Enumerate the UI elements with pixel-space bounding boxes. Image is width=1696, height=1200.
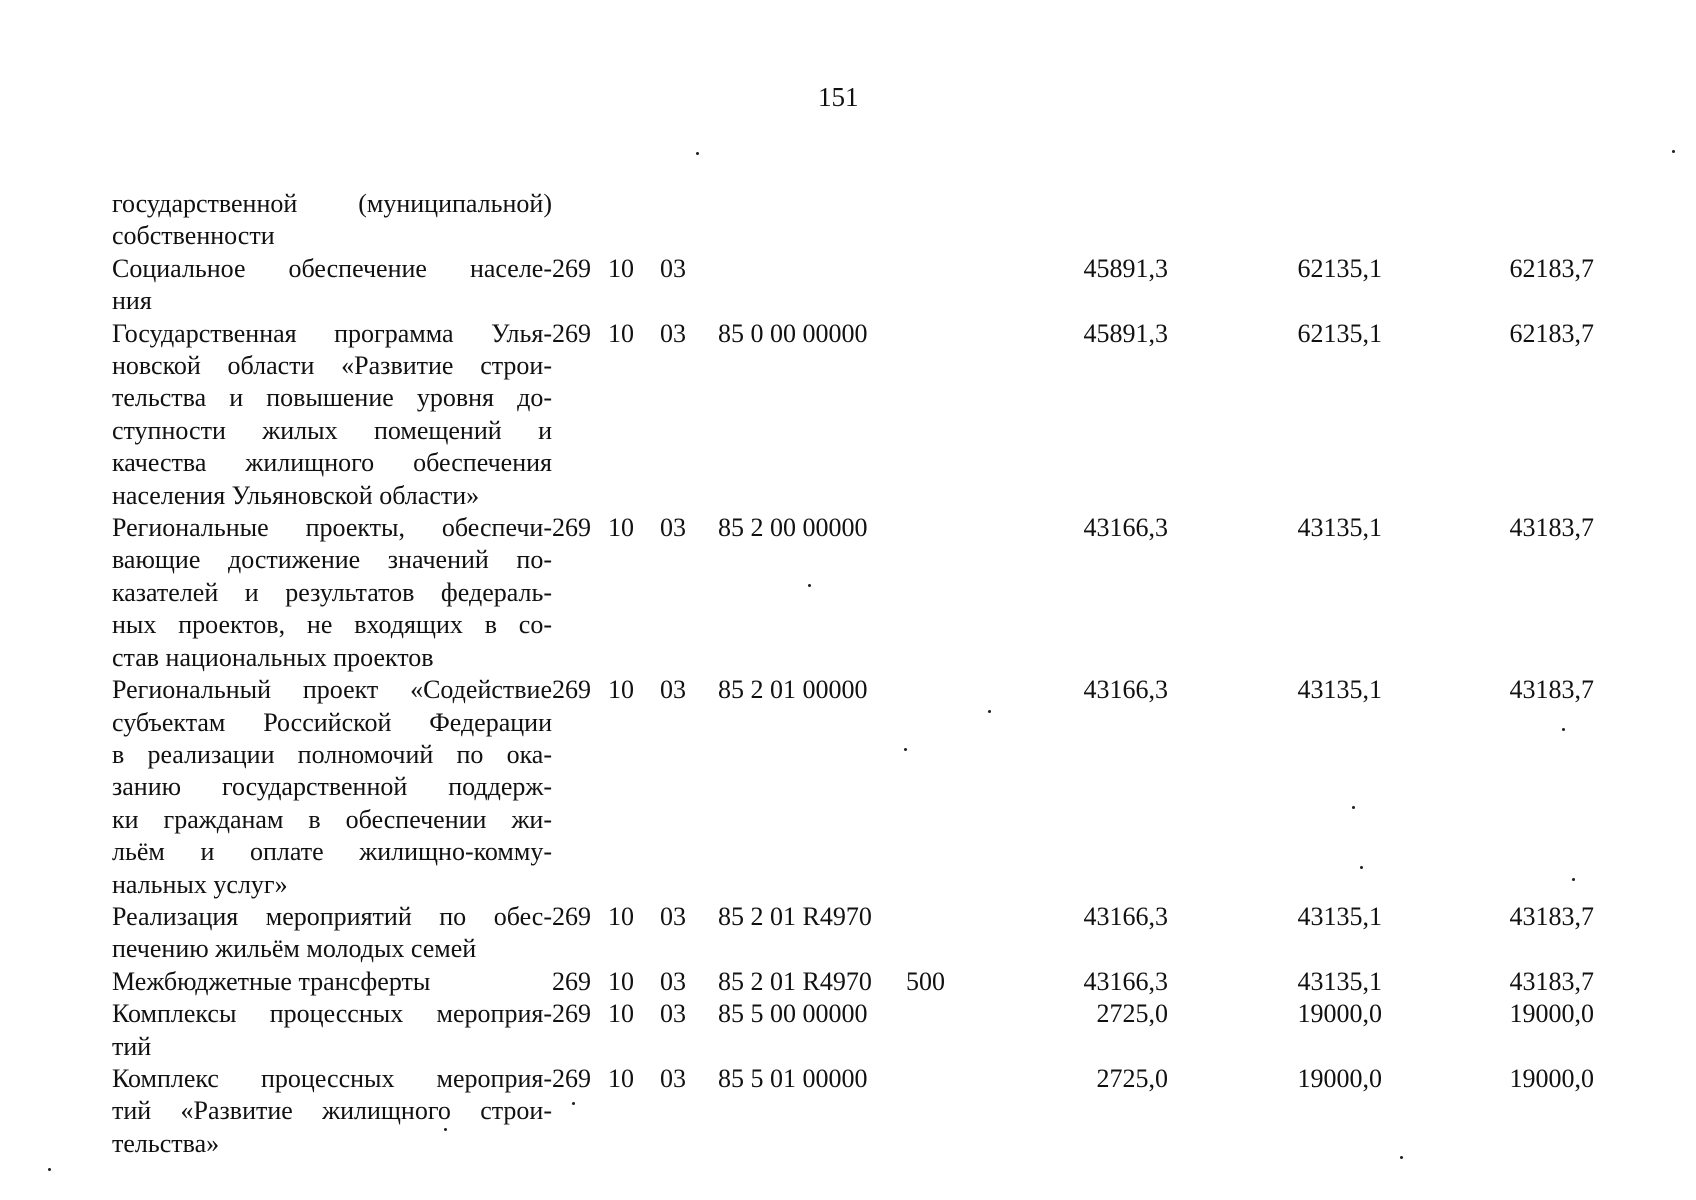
item-name-line: став национальных проектов xyxy=(112,642,434,672)
gr-code-cell: 269 xyxy=(552,901,591,931)
amount-year3-cell xyxy=(1390,188,1602,253)
item-name-cell xyxy=(112,998,552,1063)
item-name-cell xyxy=(112,674,552,901)
amount-year2-cell: 43135,1 xyxy=(1297,901,1382,931)
item-name-cell xyxy=(112,512,552,674)
amount-year3-cell: 43183,7 xyxy=(1509,675,1594,705)
scan-speck xyxy=(808,584,811,587)
scan-speck xyxy=(572,1102,575,1105)
target-article-cell: 85 5 00 00000 xyxy=(718,999,868,1029)
amount-year2-cell: 19000,0 xyxy=(1297,999,1382,1029)
section-code-cell: 10 xyxy=(608,253,634,283)
section-code-cell: 10 xyxy=(608,318,634,348)
amount-year1-cell: 45891,3 xyxy=(1083,253,1168,283)
table-row xyxy=(112,901,1594,966)
subsection-code-cell: 03 xyxy=(660,253,686,283)
amount-year2-cell: 43135,1 xyxy=(1297,513,1382,543)
item-name-cell xyxy=(112,901,552,966)
item-name-cell xyxy=(112,318,552,512)
section-code-cell: 10 xyxy=(608,999,634,1029)
amount-year3-cell: 43183,7 xyxy=(1509,513,1594,543)
target-article-cell: 85 2 00 00000 xyxy=(718,513,868,543)
gr-code-cell: 269 xyxy=(552,675,591,705)
section-code-cell: 10 xyxy=(608,513,634,543)
subsection-code-cell: 03 xyxy=(660,318,686,348)
amount-year2-cell xyxy=(1176,188,1390,253)
expense-type-cell xyxy=(906,674,1006,901)
section-code-cell xyxy=(608,188,660,253)
table-row xyxy=(112,1063,1594,1160)
item-name-line: Региональные проекты, обеспечи- xyxy=(112,513,552,543)
item-name-line: населения Ульяновской области» xyxy=(112,480,480,510)
page-number: 151 xyxy=(818,82,859,112)
target-article-cell: 85 5 01 00000 xyxy=(718,1063,868,1093)
section-code-cell: 10 xyxy=(608,675,634,705)
amount-year2-cell: 62135,1 xyxy=(1297,318,1382,348)
item-name-line: Комплекс процессных мероприя- xyxy=(112,1063,552,1093)
item-name-line: государственной (муниципальной) xyxy=(112,189,552,218)
expense-type-cell xyxy=(906,901,1006,966)
item-name-line: субъектам Российской Федерации xyxy=(112,707,552,737)
amount-year3-cell: 43183,7 xyxy=(1509,966,1594,996)
expense-type-cell xyxy=(906,253,1006,318)
amount-year1-cell: 2725,0 xyxy=(1096,1063,1168,1093)
subsection-code-cell: 03 xyxy=(660,999,686,1029)
scan-speck xyxy=(696,152,699,155)
item-name-line: Региональный проект «Содействие xyxy=(112,675,552,705)
section-code-cell: 10 xyxy=(608,1063,634,1093)
scan-speck xyxy=(48,1168,51,1171)
gr-code-cell: 269 xyxy=(552,999,591,1029)
item-name-line: Комплексы процессных мероприя- xyxy=(112,999,552,1029)
subsection-code-cell xyxy=(660,188,718,253)
scan-speck xyxy=(1672,150,1675,153)
table-row xyxy=(112,318,1594,512)
amount-year3-cell: 19000,0 xyxy=(1509,999,1594,1029)
amount-year1-cell: 43166,3 xyxy=(1083,675,1168,705)
target-article-cell: 85 2 01 R4970 xyxy=(718,901,872,931)
item-name-line: Социальное обеспечение населе- xyxy=(112,253,552,283)
amount-year2-cell: 43135,1 xyxy=(1297,966,1382,996)
gr-code-cell: 269 xyxy=(552,253,591,283)
expense-type-cell xyxy=(906,188,1006,253)
item-name-line: Реализация мероприятий по обес- xyxy=(112,901,552,931)
amount-year1-cell: 43166,3 xyxy=(1083,901,1168,931)
amount-year2-cell: 19000,0 xyxy=(1297,1063,1382,1093)
table-row xyxy=(112,253,1594,318)
table-row xyxy=(112,966,1594,998)
item-name-line: нальных услуг» xyxy=(112,869,288,899)
scan-speck xyxy=(444,1128,447,1131)
item-name-line: занию государственной поддерж- xyxy=(112,772,552,802)
item-name-line: печению жильём молодых семей xyxy=(112,934,477,964)
item-name-line: тельства» xyxy=(112,1128,220,1158)
subsection-code-cell: 03 xyxy=(660,513,686,543)
expense-type-cell xyxy=(906,318,1006,512)
amount-year3-cell: 62183,7 xyxy=(1509,318,1594,348)
item-name-line: казателей и результатов федераль- xyxy=(112,577,552,607)
item-name-line: в реализации полномочий по ока- xyxy=(112,739,552,769)
target-article-cell: 85 2 01 00000 xyxy=(718,675,868,705)
item-name-line: новской области «Развитие строи- xyxy=(112,351,552,381)
target-article-cell xyxy=(718,188,906,253)
gr-code-cell xyxy=(552,188,608,253)
section-code-cell: 10 xyxy=(608,901,634,931)
subsection-code-cell: 03 xyxy=(660,675,686,705)
amount-year3-cell: 62183,7 xyxy=(1509,253,1594,283)
item-name-line: ки гражданам в обеспечении жи- xyxy=(112,804,552,834)
amount-year1-cell xyxy=(1006,188,1176,253)
scan-speck xyxy=(1400,1156,1403,1159)
amount-year2-cell: 43135,1 xyxy=(1297,675,1382,705)
section-code-cell: 10 xyxy=(608,966,634,996)
item-name-line: Государственная программа Улья- xyxy=(112,318,552,348)
item-name-line: ния xyxy=(112,286,152,316)
expense-type-cell xyxy=(906,998,1006,1063)
item-name-cell xyxy=(112,966,552,998)
amount-year1-cell: 2725,0 xyxy=(1096,999,1168,1029)
amount-year1-cell: 45891,3 xyxy=(1083,318,1168,348)
expense-type-cell: 500 xyxy=(906,966,945,996)
amount-year3-cell: 43183,7 xyxy=(1509,901,1594,931)
expense-type-cell xyxy=(906,512,1006,674)
item-name-line: тельства и повышение уровня до- xyxy=(112,383,552,413)
item-name-line: собственности xyxy=(112,221,275,251)
target-article-cell xyxy=(718,253,906,318)
item-name-line: качества жилищного обеспечения xyxy=(112,448,552,478)
item-name-line: ных проектов, не входящих в со- xyxy=(112,610,552,640)
gr-code-cell: 269 xyxy=(552,966,591,996)
amount-year1-cell: 43166,3 xyxy=(1083,966,1168,996)
gr-code-cell: 269 xyxy=(552,1063,591,1093)
table-row xyxy=(112,512,1594,674)
gr-code-cell: 269 xyxy=(552,513,591,543)
table-row xyxy=(112,998,1594,1063)
target-article-cell: 85 2 01 R4970 xyxy=(718,966,872,996)
item-name-cell xyxy=(112,253,552,318)
scan-speck xyxy=(904,748,907,751)
scan-speck xyxy=(988,710,991,713)
expense-type-cell xyxy=(906,1063,1006,1160)
item-name-line: вающие достижение значений по- xyxy=(112,545,552,575)
amount-year2-cell: 62135,1 xyxy=(1297,253,1382,283)
item-name-line: Межбюджетные трансферты xyxy=(112,966,431,996)
target-article-cell: 85 0 00 00000 xyxy=(718,318,868,348)
table-row xyxy=(112,188,1572,253)
item-name-line: тий xyxy=(112,1031,152,1061)
item-name-line: льём и оплате жилищно-комму- xyxy=(112,837,552,867)
amount-year1-cell: 43166,3 xyxy=(1083,513,1168,543)
item-name-line: ступности жилых помещений и xyxy=(112,415,552,445)
scan-speck xyxy=(1572,878,1575,881)
subsection-code-cell: 03 xyxy=(660,1063,686,1093)
subsection-code-cell: 03 xyxy=(660,901,686,931)
item-name-cell xyxy=(112,188,552,253)
scan-speck xyxy=(1352,806,1355,809)
scan-speck xyxy=(1360,866,1363,869)
item-name-line: тий «Развитие жилищного строи- xyxy=(112,1096,552,1126)
gr-code-cell: 269 xyxy=(552,318,591,348)
scan-speck xyxy=(1562,728,1565,731)
table-row xyxy=(112,674,1594,901)
budget-table xyxy=(112,188,1594,1160)
subsection-code-cell: 03 xyxy=(660,966,686,996)
amount-year3-cell: 19000,0 xyxy=(1509,1063,1594,1093)
item-name-cell xyxy=(112,1063,552,1160)
